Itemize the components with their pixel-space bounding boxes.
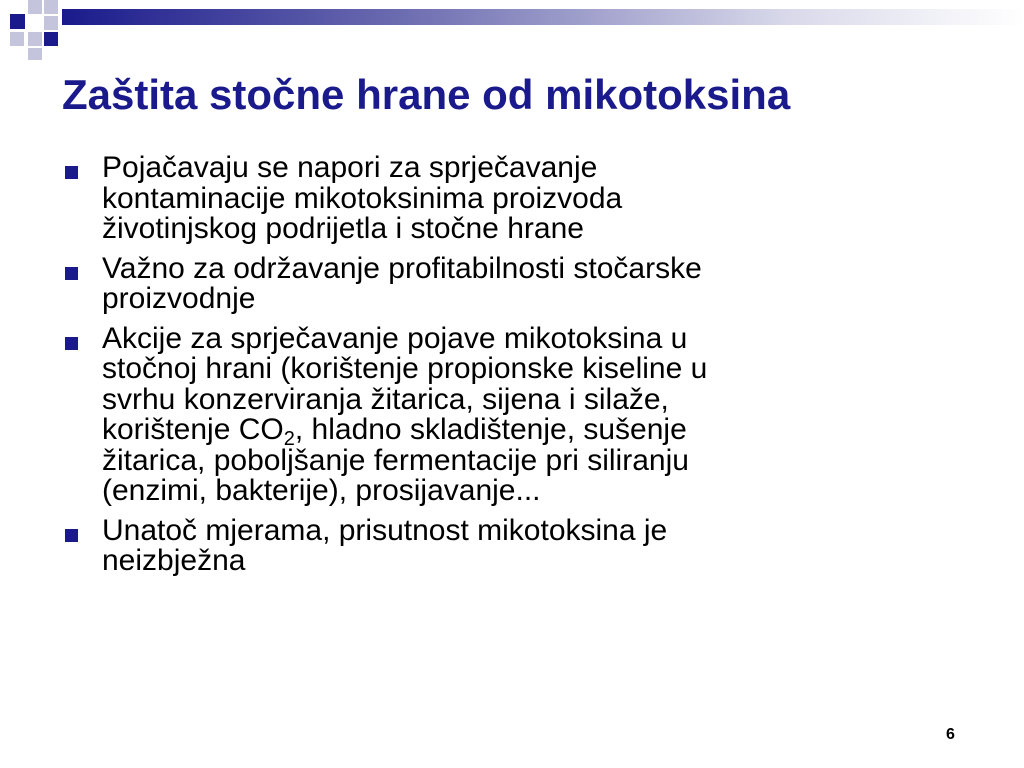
- square-bullet-icon: [65, 166, 78, 179]
- bullet-line: žitarica, poboljšanje fermentacije pri siliranju: [102, 443, 689, 477]
- bullet-line: Unatoč mjerama, prisutnost mikotoksina je: [102, 513, 668, 547]
- square-bullet-icon: [65, 529, 78, 542]
- slide-title: Zaštita stočne hrane od mikotoksina: [62, 71, 791, 118]
- bullet-line-co2: [102, 413, 962, 450]
- deco-square-light-1: [28, 0, 42, 14]
- co2-text-before: korištenje CO: [102, 413, 284, 446]
- bullet-list: [62, 153, 962, 586]
- bullet-line: (enzimi, bakterije), prosijavanje...: [102, 474, 541, 507]
- bullet-line: Važno za održavanje profitabilnosti stočarske: [102, 251, 702, 285]
- deco-square-light-2: [44, 0, 58, 14]
- square-bullet-icon: [65, 337, 78, 350]
- square-bullet-icon: [65, 267, 78, 280]
- bullet-line: Akcije za sprječavanje pojave mikotoksina u: [102, 321, 688, 355]
- page-number: 6: [946, 726, 955, 743]
- bullet-line: svrhu konzerviranja žitarica, sijena i silaže,: [102, 382, 669, 416]
- co2-text-after: , hladno skladištenje, sušenje: [294, 413, 687, 446]
- bullet-line: neizbježna: [102, 544, 246, 577]
- deco-square-light-5: [44, 16, 58, 30]
- deco-square-light-4: [28, 32, 42, 46]
- deco-square-dark-1: [10, 14, 25, 29]
- bullet-line: stočnoj hrani (korištenje propionske kiseline u: [102, 352, 708, 385]
- deco-square-light-6: [28, 48, 42, 60]
- bullet-line: kontaminacije mikotoksinima proizvoda: [102, 181, 623, 215]
- bullet-item: [62, 153, 962, 245]
- bullet-item: [62, 251, 962, 315]
- bullet-item: [62, 513, 962, 577]
- deco-square-light-3: [10, 32, 24, 46]
- deco-square-dark-2: [44, 32, 58, 46]
- bullet-line: Pojačavaju se napori za sprječavanje: [102, 151, 598, 184]
- co2-subscript: 2: [283, 428, 295, 450]
- header-decoration: [0, 0, 1024, 60]
- bullet-line: proizvodnje: [102, 282, 256, 315]
- bullet-line: životinjskog podrijetla i stočne hrane: [102, 212, 584, 245]
- header-gradient-bar: [62, 9, 1024, 25]
- bullet-item: [62, 321, 962, 507]
